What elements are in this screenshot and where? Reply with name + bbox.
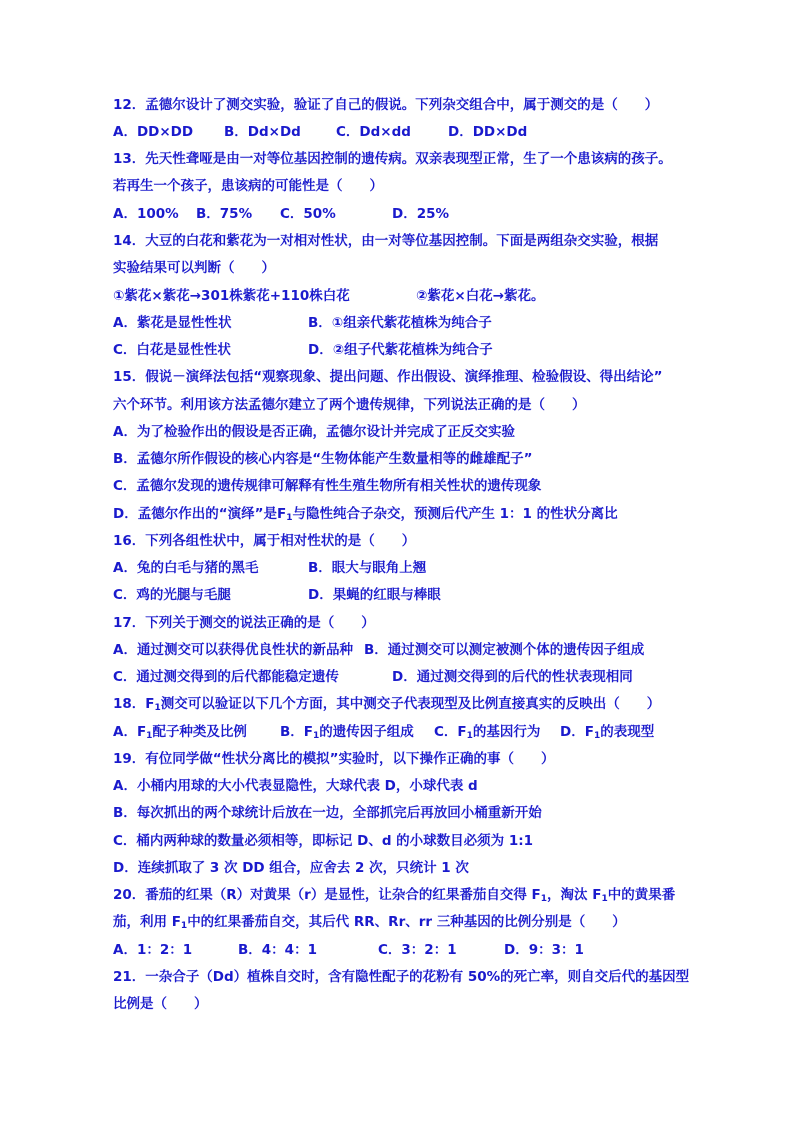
q20-stem1-subscript-1: 1 (540, 894, 548, 904)
q18-option-b-suffix: 的遗传因子组成 (319, 724, 414, 740)
question-16-stem: 16．下列各组性状中，属于相对性状的是（ ） (113, 533, 416, 549)
q16-option-b: B．眼大与眼角上翘 (308, 560, 427, 576)
q18-stem-prefix: 18．F (113, 696, 155, 712)
q18-option-b-subscript: 1 (313, 731, 320, 741)
q16-option-d: D．果蝇的红眼与棒眼 (308, 587, 441, 603)
q19-option-b: B．每次抓出的两个球统计后放在一边，全部抓完后再放回小桶重新开始 (113, 805, 542, 821)
q15-option-b: B．孟德尔所作假设的核心内容是“生物体能产生数量相等的雌雄配子” (113, 451, 533, 467)
q20-option-c: C．3：2：1 (378, 942, 457, 958)
q20-stem2-subscript: 1 (180, 921, 188, 931)
q16-option-a: A．兔的白毛与猪的黑毛 (113, 560, 259, 576)
q17-option-a: A．通过测交可以获得优良性状的新品种 (113, 642, 353, 658)
q18-stem-suffix: 测交可以验证以下几个方面，其中测交子代表现型及比例直接真实的反映出（ ） (160, 696, 661, 712)
q15-option-a: A．为了检验作出的假设是否正确，孟德尔设计并完成了正反交实验 (113, 424, 515, 440)
q14-experiment-2: ②紫花×白花→紫花。 (416, 288, 545, 304)
q18-option-b-prefix: B．F (280, 724, 314, 740)
q13-option-d: D．25% (392, 206, 450, 222)
question-13-stem-line1: 13．先天性聋哑是由一对等位基因控制的遗传病。双亲表现型正常，生了一个患该病的孩子。 (113, 151, 672, 167)
q20-stem1-subscript-2: 1 (601, 894, 608, 904)
question-15-stem-line1: 15．假说－演绎法包括“观察现象、提出问题、作出假设、演绎推理、检验假设、得出结论” (113, 369, 663, 385)
q15-option-d-subscript: 1 (286, 513, 293, 523)
question-17-stem: 17．下列关于测交的说法正确的是（ ） (113, 615, 375, 631)
q17-option-d: D．通过测交得到的后代的性状表现相同 (392, 669, 633, 685)
question-15-stem-line2: 六个环节。利用该方法孟德尔建立了两个遗传规律，下列说法正确的是（ ） (113, 397, 586, 413)
q20-stem1-part-a: 20．番茄的红果（R）对黄果（r）是显性，让杂合的红果番茄自交得 F (113, 887, 541, 903)
q12-option-a: A．DD×DD (113, 124, 194, 140)
question-19-stem: 19．有位同学做“性状分离比的模拟”实验时，以下操作正确的事（ ） (113, 751, 555, 767)
q12-option-d: D．DD×Dd (448, 124, 528, 140)
q18-option-a-subscript: 1 (146, 731, 153, 741)
q14-experiment-1: ①紫花×紫花→301株紫花+110株白花 (113, 288, 350, 304)
q18-option-d-subscript: 1 (593, 731, 601, 741)
q18-option-c-suffix: 的基因行为 (472, 724, 541, 740)
q14-option-a: A．紫花是显性性状 (113, 315, 232, 331)
q15-option-d-prefix: D．孟德尔作出的“演绎”是F (113, 506, 287, 522)
q14-option-b: B．①组亲代紫花植株为纯合子 (308, 315, 492, 331)
q20-stem2-part-a: 茄，利用 F (113, 914, 181, 930)
q19-option-a: A．小桶内用球的大小代表显隐性，大球代表 D，小球代表 d (113, 778, 478, 794)
q19-option-c: C．桶内两种球的数量必须相等，即标记 D、d 的小球数目必须为 1:1 (113, 833, 534, 849)
q16-option-c: C．鸡的光腿与毛腿 (113, 587, 231, 603)
q13-option-b: B．75% (196, 206, 253, 222)
q19-option-d: D．连续抓取了 3 次 DD 组合，应舍去 2 次，只统计 1 次 (113, 860, 469, 876)
q18-option-d (560, 723, 654, 745)
q18-option-c (434, 723, 540, 745)
q18-option-d-suffix: 的表现型 (600, 724, 655, 740)
q20-option-b: B．4：4：1 (238, 942, 317, 958)
q17-option-c: C．通过测交得到的后代都能稳定遗传 (113, 669, 339, 685)
question-13-stem-line2: 若再生一个孩子，患该病的可能性是（ ） (113, 178, 383, 194)
q17-option-b: B．通过测交可以测定被测个体的遗传因子组成 (364, 642, 645, 658)
question-20-stem-line1 (113, 886, 675, 908)
q20-stem1-part-c: 中的黄果番 (607, 887, 676, 903)
q20-option-d: D．9：3：1 (504, 942, 584, 958)
question-14-stem-line1: 14．大豆的白花和紫花为一对相对性状，由一对等位基因控制。下面是两组杂交实验，根据 (113, 233, 659, 249)
q18-option-c-subscript: 1 (466, 731, 473, 741)
q20-option-a: A．1：2：1 (113, 942, 193, 958)
question-14-stem-line2: 实验结果可以判断（ ） (113, 260, 275, 276)
q15-option-d (113, 505, 618, 527)
q15-option-d-suffix: 与隐性纯合子杂交，预测后代产生 1：1 的性状分离比 (292, 506, 618, 522)
q14-option-d: D．②组子代紫花植株为纯合子 (308, 342, 493, 358)
question-20-stem-line2 (113, 913, 626, 935)
q18-option-a-prefix: A．F (113, 724, 147, 740)
q20-stem2-part-b: 中的红果番茄自交，其后代 RR、Rr、rr 三种基因的比例分别是（ ） (187, 914, 626, 930)
question-21-stem-line2: 比例是（ ） (113, 996, 208, 1012)
q13-option-a: A．100% (113, 206, 179, 222)
q15-option-c: C．孟德尔发现的遗传规律可解释有性生殖生物所有相关性状的遗传现象 (113, 478, 542, 494)
q18-stem-subscript: 1 (154, 703, 161, 713)
q13-option-c: C．50% (280, 206, 336, 222)
question-18-stem (113, 695, 660, 717)
q18-option-c-prefix: C．F (434, 724, 467, 740)
q18-option-a-suffix: 配子种类及比例 (152, 724, 247, 740)
q20-stem1-part-b: ，淘汰 F (547, 887, 602, 903)
q14-option-c: C．白花是显性性状 (113, 342, 231, 358)
q12-option-b: B．Dd×Dd (224, 124, 301, 140)
q18-option-b (280, 723, 414, 745)
question-12-stem: 12．孟德尔设计了测交实验，验证了自己的假说。下列杂交组合中，属于测交的是（ ） (113, 97, 659, 113)
q18-option-d-prefix: D．F (560, 724, 594, 740)
question-21-stem-line1: 21．一杂合子（Dd）植株自交时，含有隐性配子的花粉有 50%的死亡率，则自交后代的基因型 (113, 969, 690, 985)
q18-option-a (113, 723, 247, 745)
q12-option-c: C．Dd×dd (336, 124, 411, 140)
